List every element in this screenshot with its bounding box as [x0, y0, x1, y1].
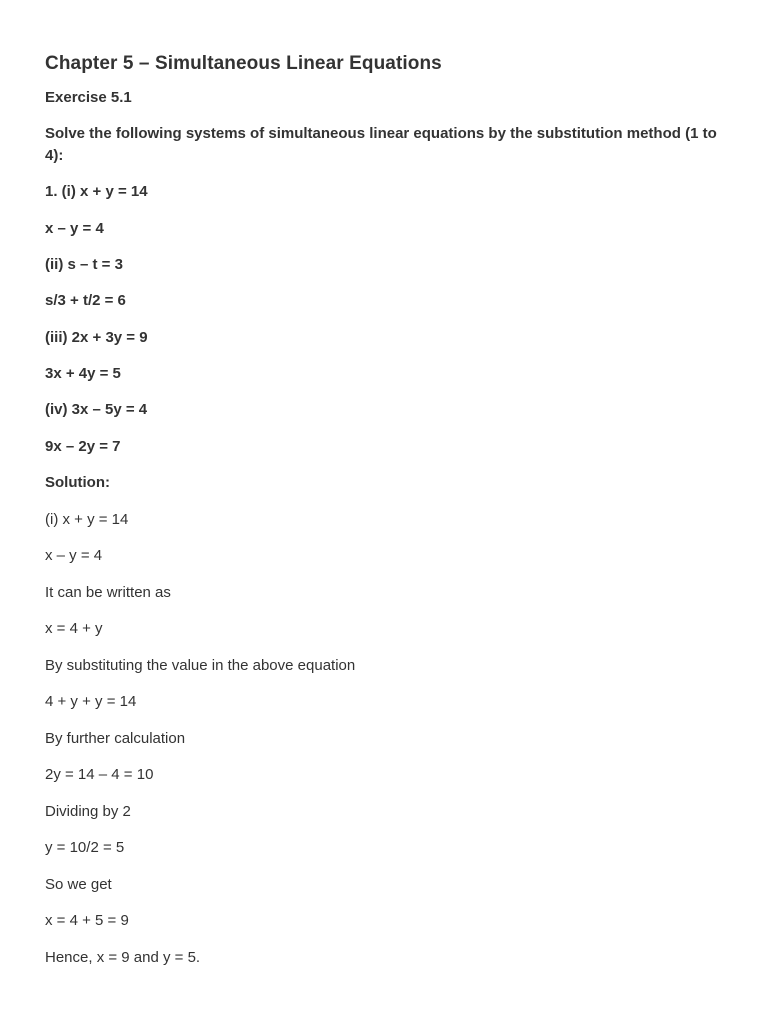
solution-line: x = 4 + 5 = 9 — [45, 912, 129, 929]
solution-line: So we get — [45, 876, 112, 893]
problem-line: s/3 + t/2 = 6 — [45, 292, 126, 309]
solution-line: (i) x + y = 14 — [45, 511, 129, 528]
solution-line: By further calculation — [45, 730, 186, 747]
solution-line: y = 10/2 = 5 — [45, 839, 125, 856]
problem-line: (ii) s – t = 3 — [45, 256, 123, 273]
exercise-heading: Exercise 5.1 — [45, 89, 132, 106]
problem-line: x – y = 4 — [45, 220, 104, 237]
instruction-text: Solve the following systems of simultaneous linear equations by the substitution method (1 to 4): — [45, 125, 717, 164]
problem-line: (iii) 2x + 3y = 9 — [45, 329, 148, 346]
solution-line: 4 + y + y = 14 — [45, 693, 137, 710]
solution-line: Hence, x = 9 and y = 5. — [45, 949, 201, 966]
problem-line: 3x + 4y = 5 — [45, 365, 121, 382]
problem-line: 1. (i) x + y = 14 — [45, 183, 148, 200]
solution-line: x – y = 4 — [45, 547, 103, 564]
problem-line: 9x – 2y = 7 — [45, 438, 121, 455]
solution-line: x = 4 + y — [45, 620, 103, 637]
chapter-title: Chapter 5 – Simultaneous Linear Equations — [45, 53, 442, 74]
solution-label: Solution: — [45, 474, 110, 491]
solution-line: By substituting the value in the above equation — [45, 657, 356, 674]
solution-line: 2y = 14 – 4 = 10 — [45, 766, 154, 783]
solution-line: It can be written as — [45, 584, 171, 601]
solution-line: Dividing by 2 — [45, 803, 131, 820]
problem-line: (iv) 3x – 5y = 4 — [45, 401, 148, 418]
